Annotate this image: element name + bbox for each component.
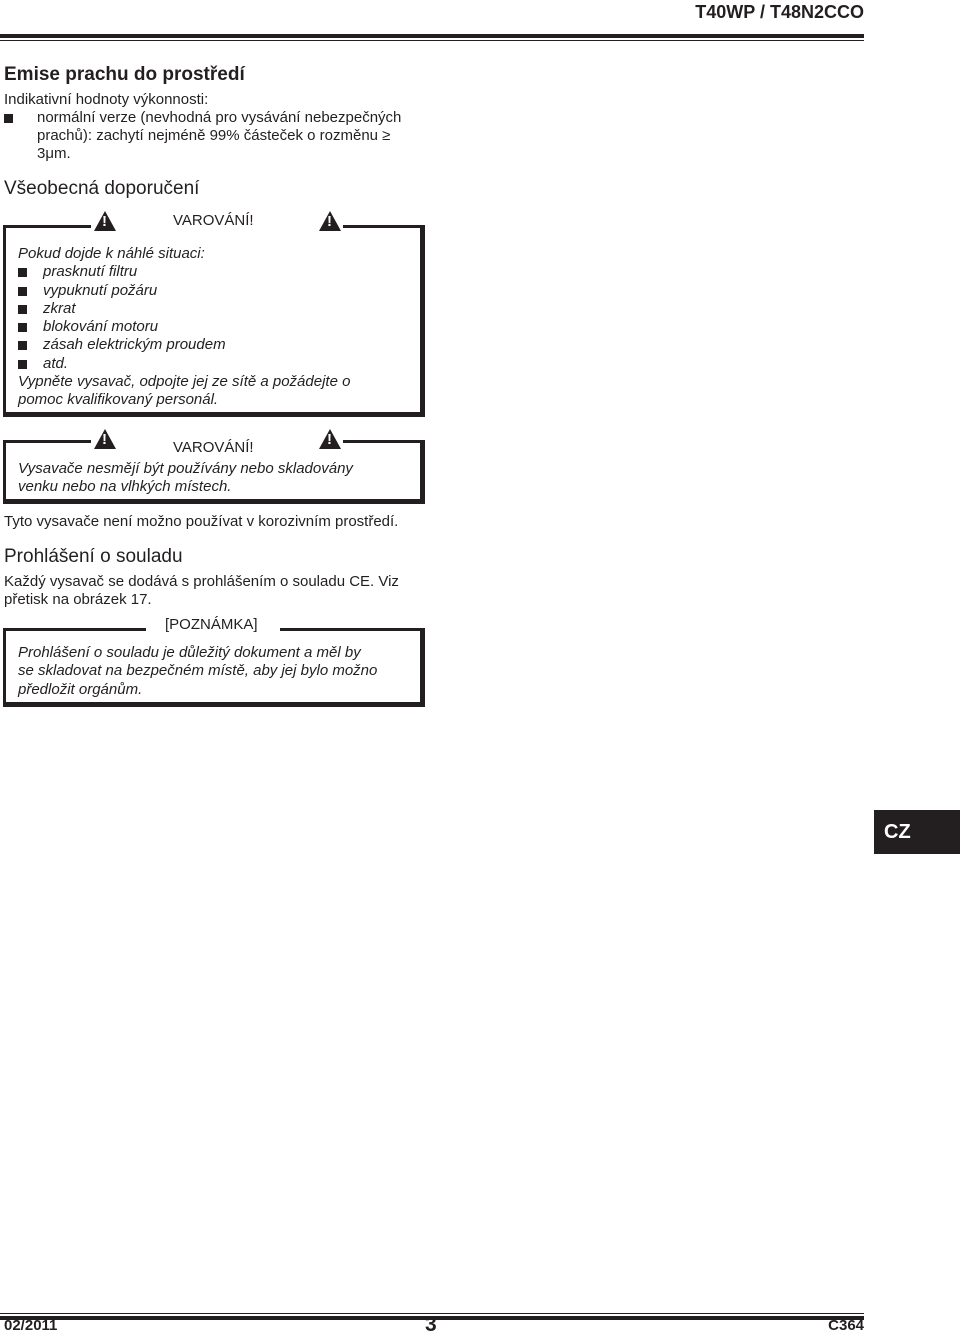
warning-item: vypuknutí požáru (18, 282, 350, 300)
footer-date: 02/2011 (4, 1317, 58, 1334)
corrosive-environment-text: Tyto vysavače není možno používat v korozivním prostředí. (4, 513, 399, 530)
warning-triangle-icon: ! (319, 429, 341, 449)
dust-emission-text (4, 91, 444, 163)
note-line: předložit orgánům. (18, 680, 143, 698)
header-rule (0, 34, 864, 41)
warning-body (18, 460, 353, 497)
bullet-square-icon (18, 323, 27, 332)
page-number: 3 (425, 1313, 437, 1336)
note-label: [POZNÁMKA] (151, 616, 272, 633)
conformity-text (4, 573, 444, 609)
note-body (18, 644, 377, 699)
box-top-border (3, 440, 91, 443)
bullet-square-icon (4, 114, 13, 123)
warning-intro: Pokud dojde k náhlé situaci: (18, 245, 205, 262)
note-line: Prohlášení o souladu je důležitý dokument a měl by (18, 644, 361, 661)
document-code: C364 (828, 1317, 864, 1334)
dust-bullet-line: prachů): zachytí nejméně 99% částeček o rozměnu ≥ (37, 127, 391, 144)
language-tab: CZ (874, 810, 960, 854)
box-top-border (280, 628, 425, 631)
warning-item: blokování motoru (18, 318, 350, 336)
warning-label: VAROVÁNÍ! (169, 212, 258, 229)
bullet-square-icon (18, 287, 27, 296)
warning-body (18, 245, 350, 410)
dust-emission-title: Emise prachu do prostředí (4, 64, 245, 85)
warning-item: zásah elektrickým proudem (18, 336, 350, 354)
box-top-border (3, 628, 146, 631)
dust-bullet (4, 109, 444, 163)
warning-line: venku nebo na vlhkých místech. (18, 478, 232, 496)
warning-triangle-icon: ! (94, 429, 116, 449)
bullet-square-icon (18, 360, 27, 369)
warning-triangle-icon: ! (319, 211, 341, 231)
general-recommendations-title: Všeobecná doporučení (4, 178, 200, 199)
conformity-title: Prohlášení o souladu (4, 546, 183, 567)
box-top-border (343, 440, 425, 443)
document-model-title: T40WP / T48N2CCO (695, 2, 864, 22)
warning-box-emergency (3, 212, 425, 417)
bullet-square-icon (18, 305, 27, 314)
dust-bullet-line: normální verze (nevhodná pro vysávání nebezpečných (37, 109, 402, 126)
box-top-border (343, 225, 425, 228)
conformity-line: přetisk na obrázek 17. (4, 591, 152, 608)
warning-triangle-icon: ! (94, 211, 116, 231)
conformity-line: Každý vysavač se dodává s prohlášením o souladu CE. Viz (4, 573, 399, 590)
warning-label: VAROVÁNÍ! (169, 439, 258, 456)
dust-intro: Indikativní hodnoty výkonnosti: (4, 91, 209, 108)
warning-outro: pomoc kvalifikovaný personál. (18, 391, 219, 409)
bullet-square-icon (18, 268, 27, 277)
warning-line: Vysavače nesmějí být používány nebo skladovány (18, 460, 353, 477)
note-box (3, 616, 425, 707)
dust-bullet-line: 3μm. (37, 145, 71, 162)
warning-box-outdoor (3, 431, 425, 504)
warning-item: zkrat (18, 300, 350, 318)
note-line: se skladovat na bezpečném místě, aby jej bylo možno (18, 662, 378, 680)
bullet-square-icon (18, 341, 27, 350)
box-top-border (3, 225, 91, 228)
warning-item: prasknutí filtru (18, 263, 350, 281)
warning-outro: Vypněte vysavač, odpojte jej ze sítě a požádejte o (18, 373, 351, 391)
warning-item: atd. (18, 355, 350, 373)
